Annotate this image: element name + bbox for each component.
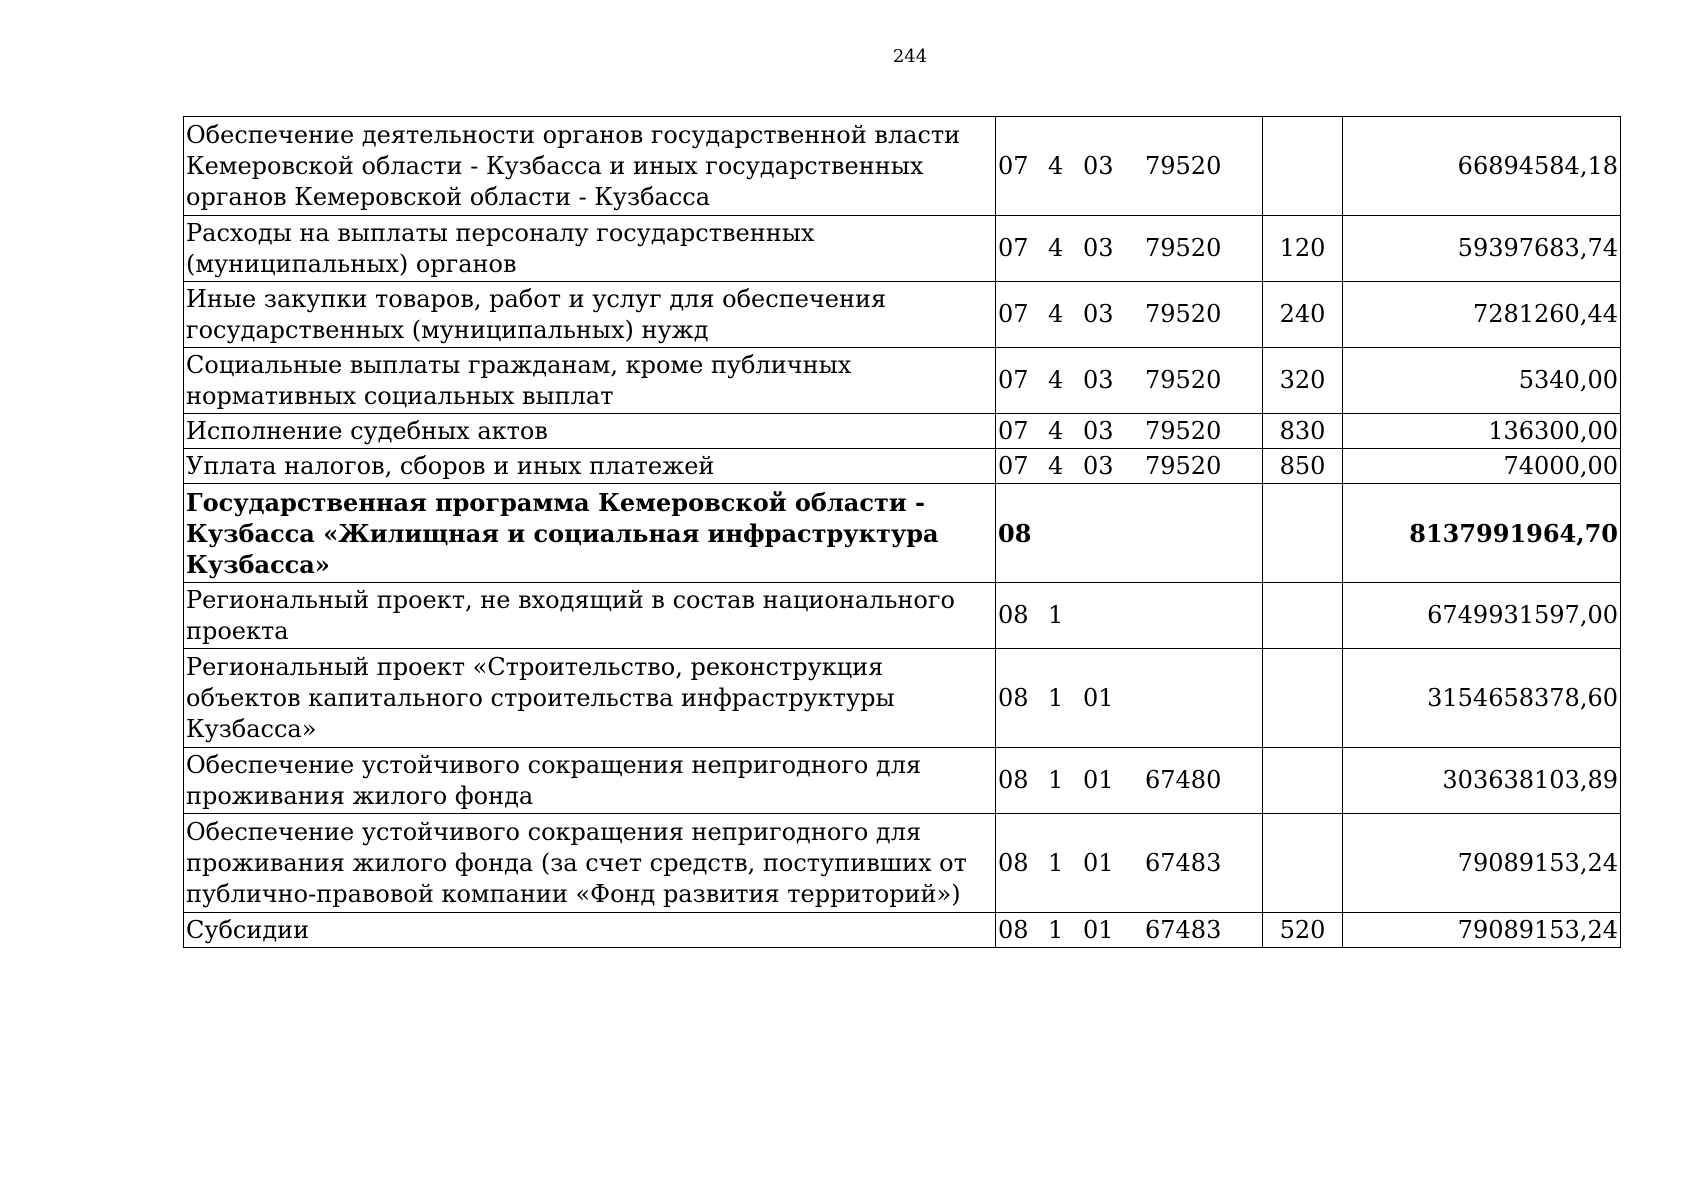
program-code: 07 xyxy=(998,416,1029,445)
direction-code: 67483 xyxy=(1145,848,1222,877)
program-code: 08 xyxy=(998,518,1032,548)
expense-type-code: 520 xyxy=(1263,913,1343,948)
measure-code: 03 xyxy=(1083,416,1114,445)
page-number: 244 xyxy=(892,46,928,67)
direction-code: 79520 xyxy=(1145,451,1222,480)
measure-code: 03 xyxy=(1083,300,1114,328)
row-name: Региональный проект «Строительство, реконструкция объектов капитального строительства инфраструктуры Кузбасса» xyxy=(184,649,996,748)
program-code: 08 xyxy=(998,915,1029,944)
table-row xyxy=(184,117,1621,216)
row-amount: 5340,00 xyxy=(1343,348,1621,414)
measure-code: 01 xyxy=(1083,915,1114,944)
row-codes xyxy=(996,814,1263,913)
program-code: 08 xyxy=(998,766,1029,794)
row-codes xyxy=(996,913,1263,948)
measure-code: 01 xyxy=(1083,848,1114,877)
expense-type-code xyxy=(1263,484,1343,583)
row-codes xyxy=(996,282,1263,348)
expense-type-code xyxy=(1263,649,1343,748)
direction-code: 67480 xyxy=(1145,766,1222,794)
row-name: Государственная программа Кемеровской области - Кузбасса «Жилищная и социальная инфраструктура Кузбасса» xyxy=(184,484,996,583)
expense-type-code xyxy=(1263,748,1343,814)
table-row xyxy=(184,748,1621,814)
row-amount: 79089153,24 xyxy=(1343,913,1621,948)
row-codes xyxy=(996,414,1263,449)
row-codes xyxy=(996,583,1263,649)
row-amount: 74000,00 xyxy=(1343,449,1621,484)
table-row xyxy=(184,814,1621,913)
measure-code: 03 xyxy=(1083,366,1114,394)
direction-code: 79520 xyxy=(1145,300,1222,328)
table-row xyxy=(184,484,1621,583)
row-name: Обеспечение деятельности органов государственной власти Кемеровской области - Кузбасса и иных государственных органов Кемеровской области - Кузбасса xyxy=(184,117,996,216)
measure-code: 01 xyxy=(1083,683,1114,712)
row-codes xyxy=(996,748,1263,814)
program-code: 07 xyxy=(998,151,1029,180)
row-amount: 3154658378,60 xyxy=(1343,649,1621,748)
expense-type-code: 850 xyxy=(1263,449,1343,484)
row-amount: 59397683,74 xyxy=(1343,216,1621,282)
direction-code: 79520 xyxy=(1145,151,1222,180)
expense-type-code: 120 xyxy=(1263,216,1343,282)
row-name: Региональный проект, не входящий в состав национального проекта xyxy=(184,583,996,649)
measure-code: 03 xyxy=(1083,234,1114,262)
table-row xyxy=(184,649,1621,748)
expense-type-code: 320 xyxy=(1263,348,1343,414)
row-amount: 136300,00 xyxy=(1343,414,1621,449)
row-codes xyxy=(996,484,1263,583)
row-amount: 79089153,24 xyxy=(1343,814,1621,913)
subprogram-code: 1 xyxy=(1048,848,1064,877)
table-row xyxy=(184,414,1621,449)
subprogram-code: 4 xyxy=(1048,416,1064,445)
program-code: 08 xyxy=(998,601,1029,629)
measure-code: 03 xyxy=(1083,151,1114,180)
row-amount: 8137991964,70 xyxy=(1343,484,1621,583)
expense-type-code xyxy=(1263,814,1343,913)
subprogram-code: 4 xyxy=(1048,451,1064,480)
row-name: Социальные выплаты гражданам, кроме публичных нормативных социальных выплат xyxy=(184,348,996,414)
row-amount: 7281260,44 xyxy=(1343,282,1621,348)
subprogram-code: 4 xyxy=(1048,366,1064,394)
row-codes xyxy=(996,449,1263,484)
program-code: 08 xyxy=(998,683,1029,712)
row-name: Обеспечение устойчивого сокращения непригодного для проживания жилого фонда (за счет средств, поступивших от публично-правовой компании «Фонд развития территорий») xyxy=(184,814,996,913)
table-row xyxy=(184,449,1621,484)
row-amount: 6749931597,00 xyxy=(1343,583,1621,649)
budget-table xyxy=(183,116,1621,948)
program-code: 08 xyxy=(998,848,1029,877)
direction-code: 79520 xyxy=(1145,234,1222,262)
table-row xyxy=(184,583,1621,649)
table-row xyxy=(184,913,1621,948)
expense-type-code: 830 xyxy=(1263,414,1343,449)
direction-code: 79520 xyxy=(1145,416,1222,445)
subprogram-code: 1 xyxy=(1048,766,1064,794)
direction-code: 67483 xyxy=(1145,915,1222,944)
subprogram-code: 4 xyxy=(1048,300,1064,328)
direction-code: 79520 xyxy=(1145,366,1222,394)
subprogram-code: 1 xyxy=(1048,915,1064,944)
row-codes xyxy=(996,117,1263,216)
row-codes xyxy=(996,649,1263,748)
row-amount: 66894584,18 xyxy=(1343,117,1621,216)
expense-type-code xyxy=(1263,117,1343,216)
subprogram-code: 4 xyxy=(1048,151,1064,180)
subprogram-code: 4 xyxy=(1048,234,1064,262)
expense-type-code: 240 xyxy=(1263,282,1343,348)
program-code: 07 xyxy=(998,234,1029,262)
table-row xyxy=(184,282,1621,348)
subprogram-code: 1 xyxy=(1048,601,1064,629)
measure-code: 01 xyxy=(1083,766,1114,794)
row-name: Расходы на выплаты персоналу государственных (муниципальных) органов xyxy=(184,216,996,282)
table-row xyxy=(184,348,1621,414)
row-name: Иные закупки товаров, работ и услуг для обеспечения государственных (муниципальных) нужд xyxy=(184,282,996,348)
row-amount: 303638103,89 xyxy=(1343,748,1621,814)
expense-type-code xyxy=(1263,583,1343,649)
subprogram-code: 1 xyxy=(1048,683,1064,712)
row-name: Обеспечение устойчивого сокращения непригодного для проживания жилого фонда xyxy=(184,748,996,814)
row-name: Субсидии xyxy=(184,913,996,948)
table-row xyxy=(184,216,1621,282)
row-codes xyxy=(996,348,1263,414)
program-code: 07 xyxy=(998,366,1029,394)
row-name: Исполнение судебных актов xyxy=(184,414,996,449)
row-name: Уплата налогов, сборов и иных платежей xyxy=(184,449,996,484)
row-codes xyxy=(996,216,1263,282)
program-code: 07 xyxy=(998,300,1029,328)
program-code: 07 xyxy=(998,451,1029,480)
measure-code: 03 xyxy=(1083,451,1114,480)
